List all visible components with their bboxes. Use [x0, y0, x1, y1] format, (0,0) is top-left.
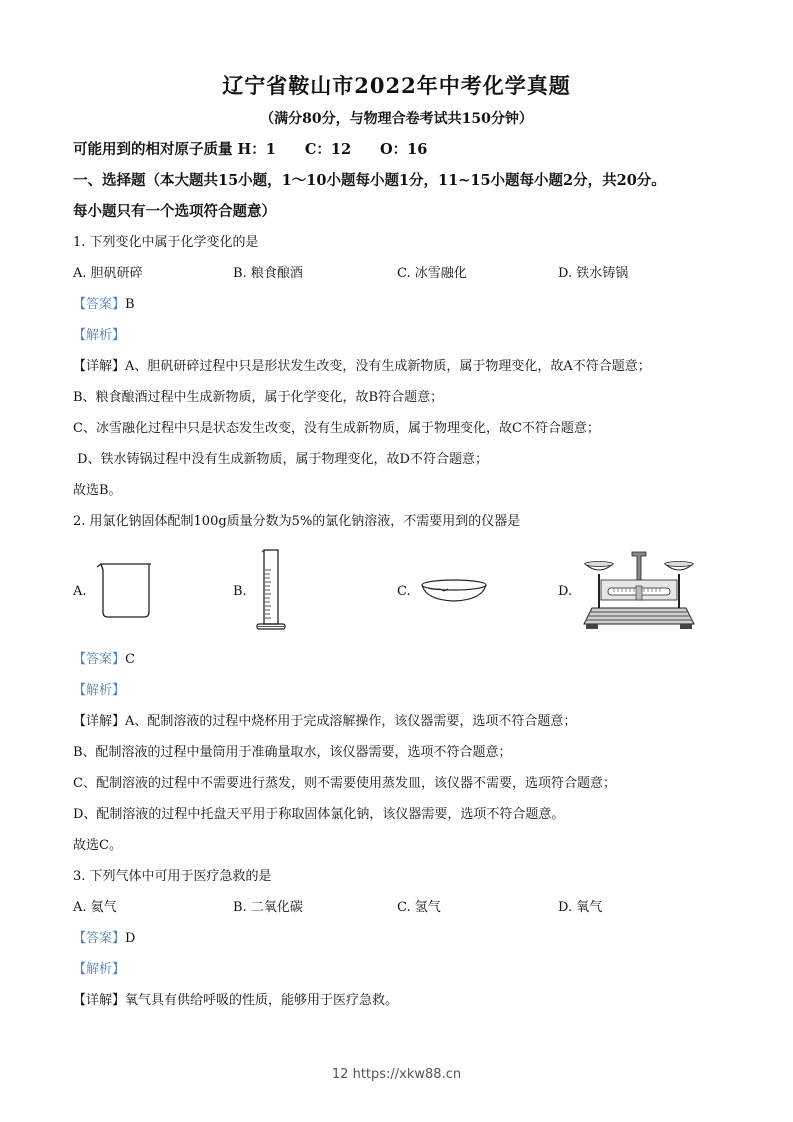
question-2-stem: 2. 用氯化钠固体配制100g质量分数为5%的氯化钠溶液，不需要用到的仪器是 — [73, 514, 521, 529]
answer-value: D — [125, 931, 136, 946]
q2-detail-4: D、配制溶液的过程中托盘天平用于称取固体氯化钠，该仪器需要，选项不符合题意。 — [73, 807, 565, 822]
q2-answer — [73, 651, 135, 669]
q1-detail-3: C、冰雪融化过程中只是状态发生改变，没有生成新物质，属于物理变化，故C不符合题意； — [73, 421, 600, 436]
q2-conclusion: 故选C。 — [73, 838, 122, 853]
answer-tag: 【答案】 — [73, 297, 126, 312]
q3-answer — [73, 930, 135, 948]
q2-detail-1 — [73, 713, 576, 731]
question-1-stem: 1. 下列变化中属于化学变化的是 — [73, 235, 259, 250]
detail-text: A、配制溶液的过程中烧杯用于完成溶解操作，该仪器需要，选项不符合题意； — [125, 714, 577, 729]
q1-option-d: D. 铁水铸锅 — [558, 266, 629, 281]
q1-detail-2: B、粮食酿酒过程中生成新物质，属于化学变化，故B符合题意； — [73, 390, 444, 405]
q1-detail-4: D、铁水铸锅过程中没有生成新物质，属于物理变化，故D不符合题意； — [73, 452, 488, 467]
q3-option-b: B. 二氧化碳 — [233, 900, 303, 915]
q2-option-c-label: C. — [397, 584, 411, 599]
section-heading-cont: 每小题只有一个选项符合题意） — [73, 203, 276, 220]
q2-option-a-label: A. — [73, 584, 87, 599]
q2-detail-2: B、配制溶液的过程中量筒用于准确量取水，该仪器需要，选项不符合题意； — [73, 745, 512, 760]
q3-detail-1 — [73, 992, 398, 1010]
atomic-masses: 可能用到的相对原子质量 H：1 C：12 O：16 — [73, 141, 428, 158]
q1-conclusion: 故选B。 — [73, 483, 122, 498]
evaporating-dish-icon — [420, 578, 488, 608]
answer-value: B — [125, 297, 135, 312]
q2-option-d-label: D. — [558, 584, 573, 599]
q1-detail-1 — [73, 358, 651, 376]
q2-detail-3: C、配制溶液的过程中不需要进行蒸发，则不需要使用蒸发皿，该仪器不需要，选项符合题意； — [73, 776, 616, 791]
balance-scale-icon — [582, 550, 696, 636]
answer-tag: 【答案】 — [73, 931, 126, 946]
section-heading: 一、选择题（本大题共15小题，1～10小题每小题1分，11~15小题每小题2分，共20分。 — [73, 172, 666, 189]
q2-option-b-label: B. — [233, 584, 247, 599]
q1-answer — [73, 296, 135, 314]
q3-option-d: D. 氧气 — [558, 900, 603, 915]
q2-analysis-tag: 【解析】 — [73, 683, 126, 698]
detail-tag: 【详解】 — [73, 993, 126, 1008]
q3-analysis-tag: 【解析】 — [73, 962, 126, 977]
q1-option-a: A. 胆矾研碎 — [73, 266, 143, 281]
q1-option-b: B. 粮食酿酒 — [233, 266, 303, 281]
graduated-cylinder-icon — [254, 548, 290, 638]
q3-option-a: A. 氦气 — [73, 900, 117, 915]
q3-option-c: C. 氢气 — [397, 900, 441, 915]
answer-value: C — [125, 652, 135, 667]
detail-text: A、胆矾研碎过程中只是形状发生改变，没有生成新物质，属于物理变化，故A不符合题意； — [125, 359, 651, 374]
beaker-icon — [95, 560, 155, 624]
page-footer: 12 https://xkw88.cn — [331, 1067, 462, 1082]
q1-option-c: C. 冰雪融化 — [397, 266, 467, 281]
detail-tag: 【详解】 — [73, 714, 126, 729]
answer-tag: 【答案】 — [73, 652, 126, 667]
detail-tag: 【详解】 — [73, 359, 126, 374]
detail-text: 氧气具有供给呼吸的性质，能够用于医疗急救。 — [125, 993, 399, 1008]
page-subtitle: （满分80分，与物理合卷考试共150分钟） — [260, 111, 533, 127]
question-3-stem: 3. 下列气体中可用于医疗急救的是 — [73, 869, 272, 884]
q1-analysis-tag: 【解析】 — [73, 328, 126, 343]
page-title: 辽宁省鞍山市2022年中考化学真题 — [222, 73, 571, 98]
